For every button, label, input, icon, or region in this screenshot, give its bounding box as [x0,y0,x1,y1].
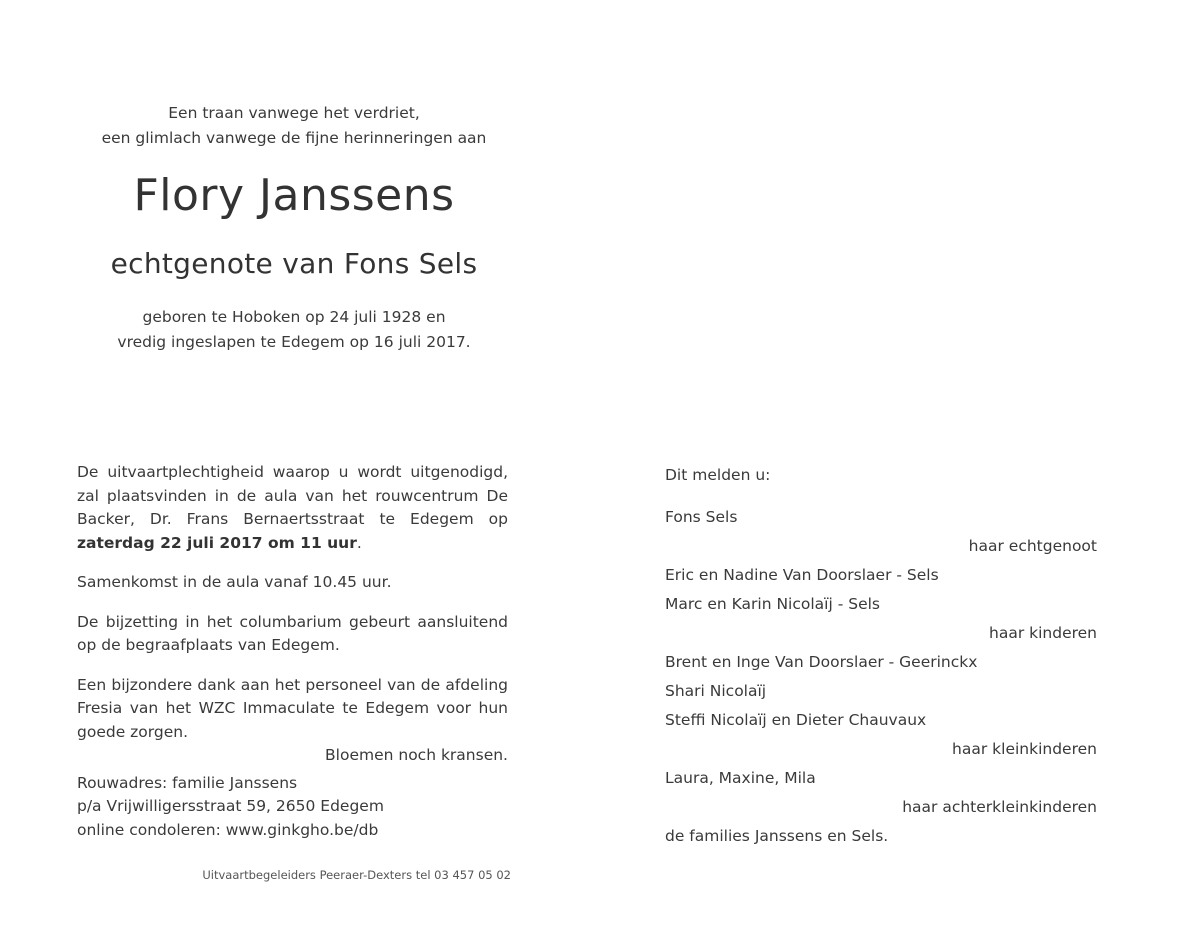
great-grandchildren: Laura, Maxine, Mila [665,769,816,787]
ceremony-text: De uitvaartplechtigheid waarop u wordt uitgenodigd, zal plaatsvinden in de aula van het rouwcentrum De Backer, Dr. Frans Bernaertsstraat te Edegem op [77,463,508,528]
husband-name: Fons Sels [665,508,738,526]
ceremony-date: zaterdag 22 juli 2017 om 11 uur [77,533,357,552]
interment-paragraph: De bijzetting in het columbarium gebeurt aansluitend op de begraafplaats van Edegem. [77,612,508,654]
families-line: de families Janssens en Sels. [665,827,889,845]
intro-line-1: Een traan vanwege het verdriet, [168,104,420,122]
address-line-1: Rouwadres: familie Janssens [77,773,298,792]
gathering-paragraph: Samenkomst in de aula vanaf 10.45 uur. [77,573,392,591]
ceremony-end: . [356,533,362,552]
address-line-3: online condoleren: www.ginkgho.be/db [77,820,379,839]
intro-line-2: een glimlach vanwege de fijne herinneringen aan [101,129,487,147]
thanks-paragraph: Een bijzondere dank aan het personeel van de afdeling Fresia van het WZC Immaculate te Edegem voor hun goede zorgen. [77,675,508,741]
mourning-address [77,772,508,843]
children-role: haar kinderen [989,624,1097,642]
great-grandchildren-role: haar achterkleinkinderen [902,798,1097,816]
funeral-director-footer: Uitvaartbegeleiders Peeraer-Dexters tel 03 457 05 02 [202,868,511,882]
grandchild-3: Steffi Nicolaïj en Dieter Chauvaux [665,711,927,729]
child-1: Eric en Nadine Van Doorslaer - Sels [665,566,939,584]
ceremony-paragraph [77,461,508,555]
child-2: Marc en Karin Nicolaïj - Sels [665,595,880,613]
birth-line: geboren te Hoboken op 24 juli 1928 en [142,308,446,326]
grandchild-2: Shari Nicolaïj [665,682,767,700]
intro-quote [77,101,511,151]
grandchildren-role: haar kleinkinderen [952,740,1097,758]
flowers-note: Bloemen noch kransen. [325,746,508,764]
life-dates [77,305,511,355]
announce-intro: Dit melden u: [665,466,771,484]
address-line-2: p/a Vrijwilligersstraat 59, 2650 Edegem [77,797,384,815]
death-line: vredig ingeslapen te Edegem op 16 juli 2017. [117,333,471,351]
deceased-name: Flory Janssens [133,170,455,221]
funeral-info [77,461,508,842]
grandchild-1: Brent en Inge Van Doorslaer - Geerinckx [665,653,978,671]
spouse-line: echtgenote van Fons Sels [110,247,478,280]
family-announcement [665,461,1097,851]
husband-role: haar echtgenoot [968,537,1097,555]
